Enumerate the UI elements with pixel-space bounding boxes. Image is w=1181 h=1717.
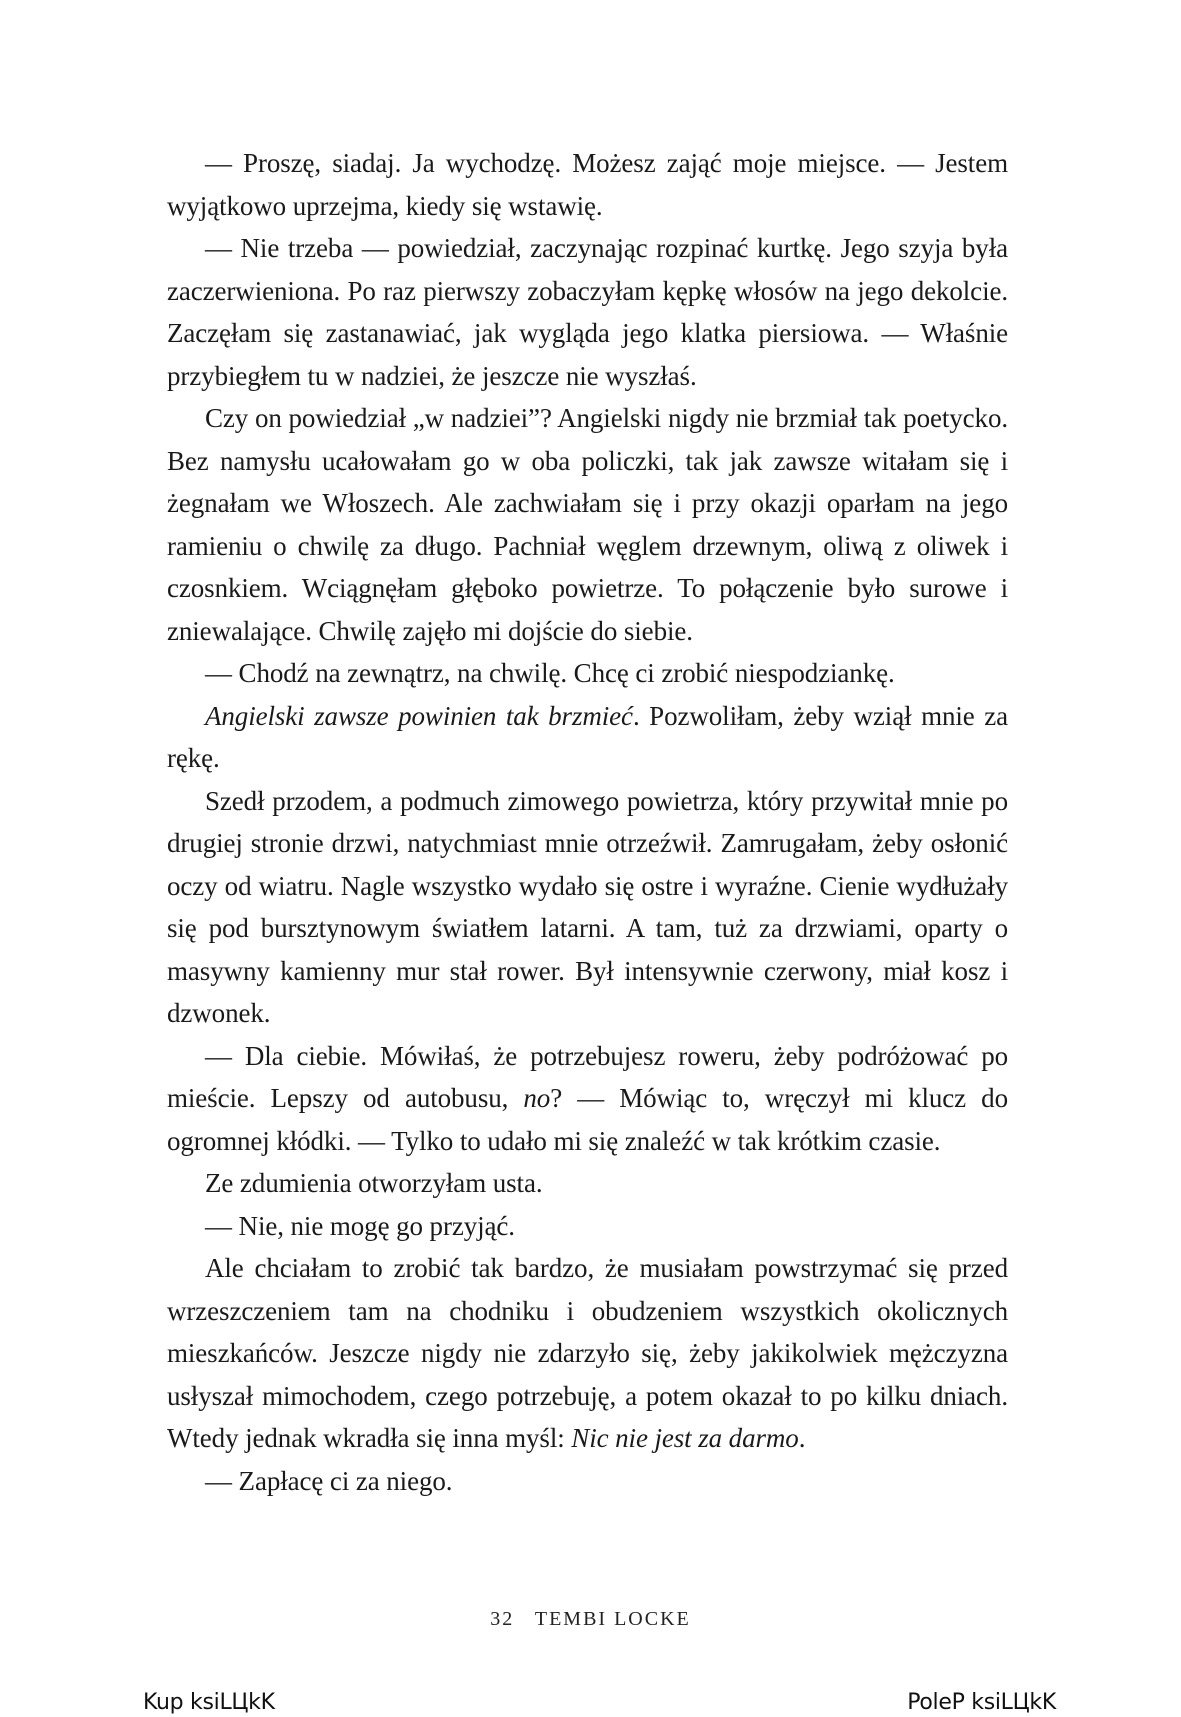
text-run: Szedł przodem, a podmuch zimowego powietrza, który przywitał mnie po drugiej stronie drzwi, natychmiast mnie otrzeźwił. Zamrugałam, żeby osłonić oczy od wiatru. Nagle wszystko wydało się ostre i wyraźne. Cienie wydłużały się pod bursztynowym światłem latarni. A tam, tuż za drzwiami, oparty o masywny kamienny mur stał rower. Był intensywnie czerwony, miał kosz i dzwonek. xyxy=(167,785,1008,1028)
page-number: 32 xyxy=(490,1608,515,1630)
text-run: Ze zdumienia otworzyłam usta. xyxy=(205,1168,543,1198)
paragraph xyxy=(167,1247,1008,1460)
paragraph xyxy=(167,780,1008,1035)
text-run: — Proszę, siadaj. Ja wychodzę. Możesz zająć moje miejsce. — Jestem wyjątkowo uprzejma, kiedy się wstawię. xyxy=(167,148,1008,221)
body-text xyxy=(167,142,1008,1502)
italic-run: Nic nie jest za darmo xyxy=(571,1423,799,1453)
paragraph xyxy=(167,695,1008,780)
recommend-book-link[interactable]: PoleP ksiLЦkK xyxy=(907,1690,1056,1715)
buy-book-link[interactable]: Kup ksiLЦkK xyxy=(143,1690,275,1715)
running-head-author: TEMBI LOCKE xyxy=(534,1608,691,1630)
text-run: — Chodź na zewnątrz, na chwilę. Chcę ci zrobić niespodziankę. xyxy=(205,658,895,688)
text-run: — Nie, nie mogę go przyjąć. xyxy=(205,1210,515,1241)
paragraph xyxy=(167,1162,1008,1205)
paragraph xyxy=(167,1460,1008,1503)
text-run: Czy on powiedział „w nadziei”? Angielski nigdy nie brzmiał tak poetycko. Bez namysłu ucałowałam go w oba policzki, tak jak zawsze witałam się i żegnałam we Włoszech. Ale zachwiałam się i przy okazji oparłam na jego ramieniu o chwilę za długo. Pachniał węglem drzewnym, oliwą z oliwek i czosnkiem. Wciągnęłam głęboko powietrze. To połączenie było surowe i zniewalające. Chwilę zajęło mi dojście do siebie. xyxy=(167,403,1008,646)
text-run: — Zapłacę ci za niego. xyxy=(205,1465,453,1496)
text-run: — Nie trzeba — powiedział, zaczynając rozpinać kurtkę. Jego szyja była zaczerwieniona. Po raz pierwszy zobaczyłam kępkę włosów na jego dekolcie. Zaczęłam się zastanawiać, jak wygląda jego klatka piersiowa. — Właśnie przybiegłem tu w nadziei, że jeszcze nie wyszłaś. xyxy=(167,233,1008,391)
paragraph xyxy=(167,1035,1008,1163)
text-run: . Pozwoliłam, żeby wziął mnie za rękę. xyxy=(167,700,1008,773)
paragraph xyxy=(167,652,1008,695)
text-run: Ale chciałam to zrobić tak bardzo, że musiałam powstrzymać się przed wrzeszczeniem tam na chodniku i obudzeniem wszystkich okolicznych mieszkańców. Jeszcze nigdy nie zdarzyło się, żeby jakikolwiek mężczyzna usłyszał mimochodem, czego potrzebuję, a potem okazał to po kilku dniach. Wtedy jednak wkradła się inna myśl: xyxy=(167,1253,1008,1453)
text-run: . xyxy=(798,1423,806,1453)
paragraph xyxy=(167,1205,1008,1248)
paragraph xyxy=(167,142,1008,227)
italic-run: Angielski zawsze powinien tak brzmieć xyxy=(205,700,633,731)
paragraph xyxy=(167,397,1008,652)
text-run: — Dla ciebie. Mówiłaś, że potrzebujesz roweru, żeby podróżować po mieście. Lepszy od autobusu, xyxy=(167,1040,1008,1113)
italic-run: no xyxy=(523,1083,551,1113)
paragraph xyxy=(167,227,1008,397)
running-footer xyxy=(0,1608,1181,1631)
text-run: ? — Mówiąc to, wręczył mi klucz do ogromnej kłódki. — Tylko to udało mi się znaleźć w tak krótkim czasie. xyxy=(167,1083,1008,1156)
